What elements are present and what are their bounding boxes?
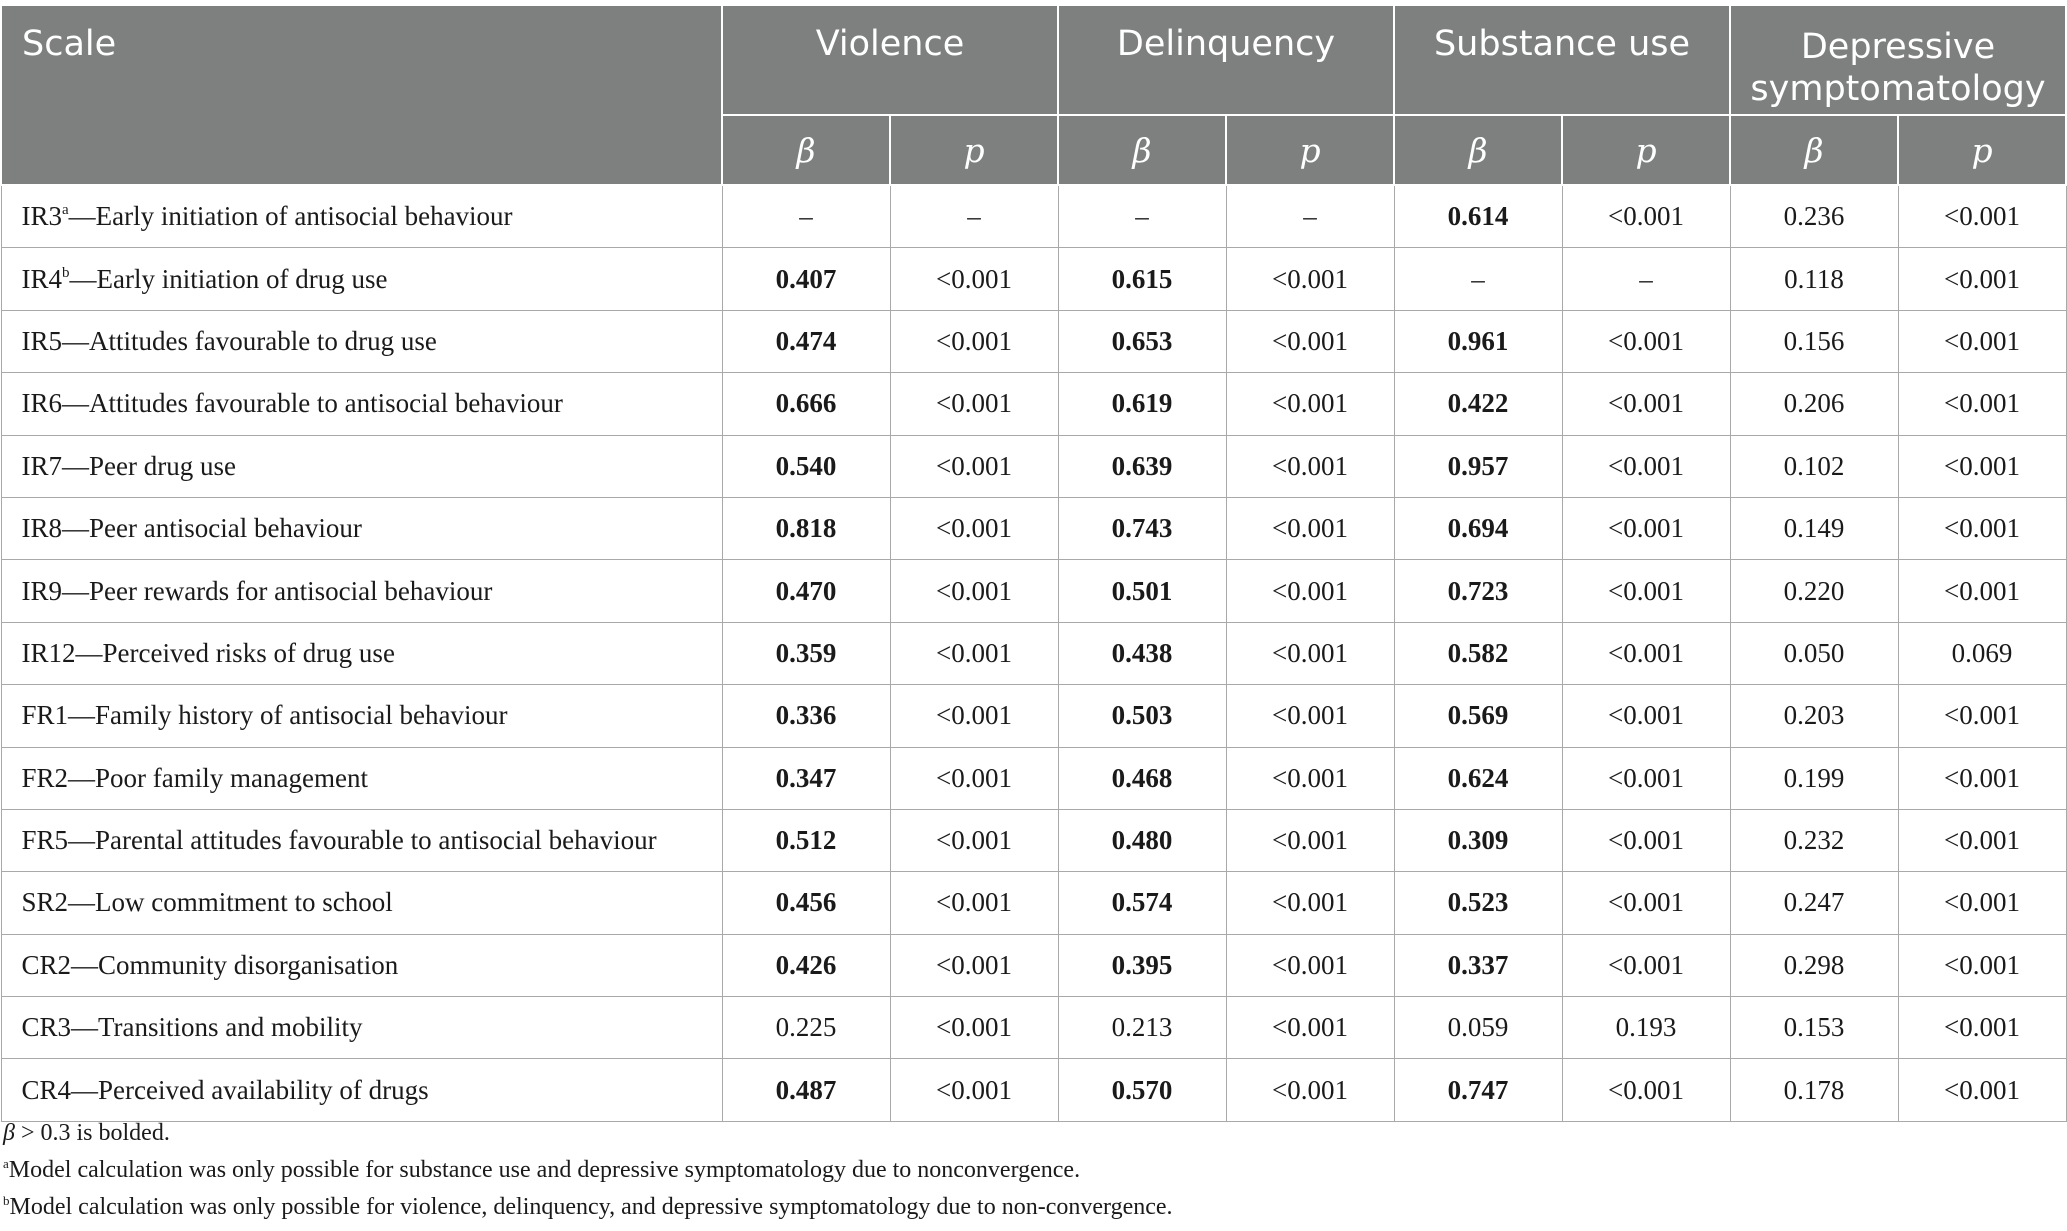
depressive-beta-cell: 0.102 xyxy=(1730,435,1898,497)
scale-label: IR5—Attitudes favourable to drug use xyxy=(21,325,437,356)
table-row xyxy=(1,560,2066,622)
violence-p-cell: <0.001 xyxy=(890,1059,1058,1121)
substance-use-p-cell: <0.001 xyxy=(1562,373,1730,435)
footnote-beta xyxy=(3,1115,1173,1152)
substance-use-p-cell: <0.001 xyxy=(1562,809,1730,871)
delinquency-p-cell: <0.001 xyxy=(1226,934,1394,996)
violence-beta-cell: 0.456 xyxy=(722,872,890,934)
delinquency-p-cell: <0.001 xyxy=(1226,997,1394,1059)
depressive-p-cell: <0.001 xyxy=(1898,1059,2066,1121)
violence-p-cell: <0.001 xyxy=(890,248,1058,310)
delinquency-beta-cell: 0.619 xyxy=(1058,373,1226,435)
substance-use-p-cell: <0.001 xyxy=(1562,1059,1730,1121)
substance-use-p-cell: <0.001 xyxy=(1562,497,1730,559)
scale-cell xyxy=(1,809,722,871)
depressive-p-cell: <0.001 xyxy=(1898,310,2066,372)
footnote-b-mark: b xyxy=(3,1193,10,1208)
depressive-beta-cell: 0.199 xyxy=(1730,747,1898,809)
substance-use-beta-cell: 0.309 xyxy=(1394,809,1562,871)
scale-label: FR5—Parental attitudes favourable to antisocial behaviour xyxy=(21,825,657,856)
scale-label: CR3—Transitions and mobility xyxy=(21,1012,363,1043)
delinquency-p-cell: <0.001 xyxy=(1226,560,1394,622)
scale-label: IR8—Peer antisocial behaviour xyxy=(21,513,362,544)
violence-p-cell: – xyxy=(890,185,1058,248)
delinquency-beta-cell: 0.574 xyxy=(1058,872,1226,934)
depressive-p-cell: <0.001 xyxy=(1898,934,2066,996)
delinquency-beta-cell: 0.468 xyxy=(1058,747,1226,809)
depressive-p-cell: <0.001 xyxy=(1898,997,2066,1059)
table-row xyxy=(1,997,2066,1059)
depressive-beta-cell: 0.232 xyxy=(1730,809,1898,871)
delinquency-beta-cell: 0.653 xyxy=(1058,310,1226,372)
footnote-a-text: Model calculation was only possible for substance use and depressive symptomatology due to nonconvergence. xyxy=(8,1157,1081,1183)
violence-p-cell: <0.001 xyxy=(890,373,1058,435)
violence-p-cell: <0.001 xyxy=(890,934,1058,996)
depressive-beta-cell: 0.156 xyxy=(1730,310,1898,372)
delinquency-p-cell: <0.001 xyxy=(1226,622,1394,684)
violence-p-cell: <0.001 xyxy=(890,997,1058,1059)
delinquency-p-cell: <0.001 xyxy=(1226,435,1394,497)
substance-use-beta-cell: 0.747 xyxy=(1394,1059,1562,1121)
scale-cell xyxy=(1,934,722,996)
delinquency-p-cell: <0.001 xyxy=(1226,373,1394,435)
depressive-beta-cell: 0.247 xyxy=(1730,872,1898,934)
violence-p-cell: <0.001 xyxy=(890,872,1058,934)
p-value-header: p xyxy=(1562,115,1730,185)
substance-use-beta-cell: 0.582 xyxy=(1394,622,1562,684)
footnote-beta-text: > 0.3 is bolded. xyxy=(14,1120,170,1146)
table-row xyxy=(1,872,2066,934)
violence-beta-cell: 0.666 xyxy=(722,373,890,435)
delinquency-beta-cell: 0.570 xyxy=(1058,1059,1226,1121)
depressive-beta-cell: 0.298 xyxy=(1730,934,1898,996)
violence-beta-cell: – xyxy=(722,185,890,248)
scale-cell xyxy=(1,248,722,310)
substance-use-p-cell: <0.001 xyxy=(1562,185,1730,248)
scale-cell xyxy=(1,560,722,622)
scale-cell xyxy=(1,310,722,372)
scale-label: CR2—Community disorganisation xyxy=(21,949,399,980)
violence-beta-cell: 0.426 xyxy=(722,934,890,996)
depressive-p-cell: <0.001 xyxy=(1898,435,2066,497)
footnote-beta-symbol: β xyxy=(3,1120,15,1146)
scale-label-rest: —Early initiation of antisocial behaviour xyxy=(68,201,513,232)
violence-p-cell: <0.001 xyxy=(890,622,1058,684)
violence-beta-cell: 0.540 xyxy=(722,435,890,497)
depressive-beta-cell: 0.203 xyxy=(1730,685,1898,747)
footnote-marker: a xyxy=(62,202,69,219)
delinquency-beta-cell: 0.743 xyxy=(1058,497,1226,559)
footnote-a xyxy=(3,1152,1173,1189)
substance-use-beta-cell: 0.624 xyxy=(1394,747,1562,809)
substance-use-p-cell: 0.193 xyxy=(1562,997,1730,1059)
footnote-b-text: Model calculation was only possible for violence, delinquency, and depressive symptomatology due to non-convergence. xyxy=(9,1194,1173,1220)
scale-cell xyxy=(1,185,722,248)
depressive-beta-cell: 0.236 xyxy=(1730,185,1898,248)
table-row xyxy=(1,497,2066,559)
violence-p-cell: <0.001 xyxy=(890,560,1058,622)
delinquency-p-cell: – xyxy=(1226,185,1394,248)
table-row xyxy=(1,435,2066,497)
substance-use-beta-cell: 0.337 xyxy=(1394,934,1562,996)
violence-beta-cell: 0.470 xyxy=(722,560,890,622)
violence-beta-cell: 0.512 xyxy=(722,809,890,871)
table-row xyxy=(1,1059,2066,1121)
delinquency-p-cell: <0.001 xyxy=(1226,310,1394,372)
substance-use-p-cell: <0.001 xyxy=(1562,872,1730,934)
delinquency-beta-cell: 0.503 xyxy=(1058,685,1226,747)
depressive-p-cell: <0.001 xyxy=(1898,248,2066,310)
header-violence: Violence xyxy=(722,5,1058,115)
scale-label: IR4 xyxy=(21,263,62,294)
substance-use-beta-cell: 0.957 xyxy=(1394,435,1562,497)
substance-use-beta-cell: 0.523 xyxy=(1394,872,1562,934)
scale-label-rest: —Early initiation of drug use xyxy=(69,263,388,294)
table-row xyxy=(1,185,2066,248)
violence-beta-cell: 0.336 xyxy=(722,685,890,747)
violence-p-cell: <0.001 xyxy=(890,809,1058,871)
depressive-beta-cell: 0.050 xyxy=(1730,622,1898,684)
scale-cell xyxy=(1,1059,722,1121)
depressive-p-cell: <0.001 xyxy=(1898,809,2066,871)
delinquency-beta-cell: 0.501 xyxy=(1058,560,1226,622)
scale-cell xyxy=(1,872,722,934)
violence-p-cell: <0.001 xyxy=(890,310,1058,372)
substance-use-beta-cell: 0.723 xyxy=(1394,560,1562,622)
depressive-p-cell: <0.001 xyxy=(1898,685,2066,747)
scale-label: IR6—Attitudes favourable to antisocial behaviour xyxy=(21,388,563,419)
table-row xyxy=(1,373,2066,435)
scale-cell xyxy=(1,373,722,435)
scale-cell xyxy=(1,497,722,559)
delinquency-beta-cell: 0.438 xyxy=(1058,622,1226,684)
delinquency-p-cell: <0.001 xyxy=(1226,1059,1394,1121)
beta-header: β xyxy=(1730,115,1898,185)
substance-use-beta-cell: 0.569 xyxy=(1394,685,1562,747)
substance-use-p-cell: <0.001 xyxy=(1562,435,1730,497)
delinquency-p-cell: <0.001 xyxy=(1226,809,1394,871)
beta-header: β xyxy=(1394,115,1562,185)
p-value-header: p xyxy=(1898,115,2066,185)
substance-use-beta-cell: – xyxy=(1394,248,1562,310)
violence-p-cell: <0.001 xyxy=(890,747,1058,809)
substance-use-beta-cell: 0.059 xyxy=(1394,997,1562,1059)
header-substance-use: Substance use xyxy=(1394,5,1730,115)
substance-use-p-cell: <0.001 xyxy=(1562,747,1730,809)
delinquency-p-cell: <0.001 xyxy=(1226,497,1394,559)
delinquency-p-cell: <0.001 xyxy=(1226,747,1394,809)
scale-label: FR2—Poor family management xyxy=(21,762,368,793)
delinquency-p-cell: <0.001 xyxy=(1226,872,1394,934)
violence-beta-cell: 0.407 xyxy=(722,248,890,310)
substance-use-beta-cell: 0.422 xyxy=(1394,373,1562,435)
scale-label: IR9—Peer rewards for antisocial behaviour xyxy=(21,575,493,606)
delinquency-beta-cell: 0.213 xyxy=(1058,997,1226,1059)
regression-table xyxy=(0,4,2067,1122)
depressive-beta-cell: 0.118 xyxy=(1730,248,1898,310)
violence-beta-cell: 0.347 xyxy=(722,747,890,809)
scale-cell xyxy=(1,747,722,809)
table-row xyxy=(1,747,2066,809)
substance-use-p-cell: <0.001 xyxy=(1562,685,1730,747)
depressive-p-cell: <0.001 xyxy=(1898,185,2066,248)
violence-beta-cell: 0.225 xyxy=(722,997,890,1059)
substance-use-beta-cell: 0.614 xyxy=(1394,185,1562,248)
table-footnotes xyxy=(3,1115,1173,1226)
depressive-p-cell: <0.001 xyxy=(1898,747,2066,809)
violence-beta-cell: 0.487 xyxy=(722,1059,890,1121)
scale-label: IR7—Peer drug use xyxy=(21,450,236,481)
table-row xyxy=(1,248,2066,310)
header-depressive-symptomatology: Depressive symptomatology xyxy=(1730,5,2066,115)
depressive-p-cell: <0.001 xyxy=(1898,497,2066,559)
table-row xyxy=(1,685,2066,747)
header-delinquency: Delinquency xyxy=(1058,5,1394,115)
scale-cell xyxy=(1,622,722,684)
footnote-b xyxy=(3,1189,1173,1226)
scale-label: IR3 xyxy=(21,201,62,232)
violence-p-cell: <0.001 xyxy=(890,497,1058,559)
substance-use-p-cell: – xyxy=(1562,248,1730,310)
scale-label: FR1—Family history of antisocial behaviour xyxy=(21,700,508,731)
substance-use-beta-cell: 0.694 xyxy=(1394,497,1562,559)
delinquency-beta-cell: 0.480 xyxy=(1058,809,1226,871)
delinquency-p-cell: <0.001 xyxy=(1226,248,1394,310)
scale-label: CR4—Perceived availability of drugs xyxy=(21,1074,429,1105)
scale-label: SR2—Low commitment to school xyxy=(21,887,393,918)
footnote-a-mark: a xyxy=(3,1156,9,1171)
delinquency-beta-cell: 0.395 xyxy=(1058,934,1226,996)
beta-header: β xyxy=(1058,115,1226,185)
footnote-marker: b xyxy=(62,264,70,281)
depressive-beta-cell: 0.153 xyxy=(1730,997,1898,1059)
depressive-beta-cell: 0.149 xyxy=(1730,497,1898,559)
substance-use-p-cell: <0.001 xyxy=(1562,934,1730,996)
violence-beta-cell: 0.474 xyxy=(722,310,890,372)
violence-beta-cell: 0.818 xyxy=(722,497,890,559)
table-container xyxy=(0,4,2067,1122)
table-row xyxy=(1,809,2066,871)
substance-use-p-cell: <0.001 xyxy=(1562,310,1730,372)
violence-p-cell: <0.001 xyxy=(890,685,1058,747)
p-value-header: p xyxy=(1226,115,1394,185)
p-value-header: p xyxy=(890,115,1058,185)
table-row xyxy=(1,310,2066,372)
substance-use-p-cell: <0.001 xyxy=(1562,622,1730,684)
scale-label: IR12—Perceived risks of drug use xyxy=(21,637,395,668)
scale-cell xyxy=(1,997,722,1059)
substance-use-p-cell: <0.001 xyxy=(1562,560,1730,622)
depressive-p-cell: <0.001 xyxy=(1898,560,2066,622)
substance-use-beta-cell: 0.961 xyxy=(1394,310,1562,372)
depressive-beta-cell: 0.178 xyxy=(1730,1059,1898,1121)
delinquency-beta-cell: 0.615 xyxy=(1058,248,1226,310)
delinquency-p-cell: <0.001 xyxy=(1226,685,1394,747)
depressive-p-cell: <0.001 xyxy=(1898,872,2066,934)
delinquency-beta-cell: – xyxy=(1058,185,1226,248)
header-scale: Scale xyxy=(1,5,722,185)
depressive-beta-cell: 0.220 xyxy=(1730,560,1898,622)
violence-beta-cell: 0.359 xyxy=(722,622,890,684)
scale-cell xyxy=(1,685,722,747)
depressive-p-cell: <0.001 xyxy=(1898,373,2066,435)
beta-header: β xyxy=(722,115,890,185)
table-body xyxy=(1,185,2066,1121)
table-row xyxy=(1,622,2066,684)
scale-cell xyxy=(1,435,722,497)
depressive-beta-cell: 0.206 xyxy=(1730,373,1898,435)
delinquency-beta-cell: 0.639 xyxy=(1058,435,1226,497)
depressive-p-cell: 0.069 xyxy=(1898,622,2066,684)
table-row xyxy=(1,934,2066,996)
violence-p-cell: <0.001 xyxy=(890,435,1058,497)
table-header xyxy=(1,5,2066,185)
